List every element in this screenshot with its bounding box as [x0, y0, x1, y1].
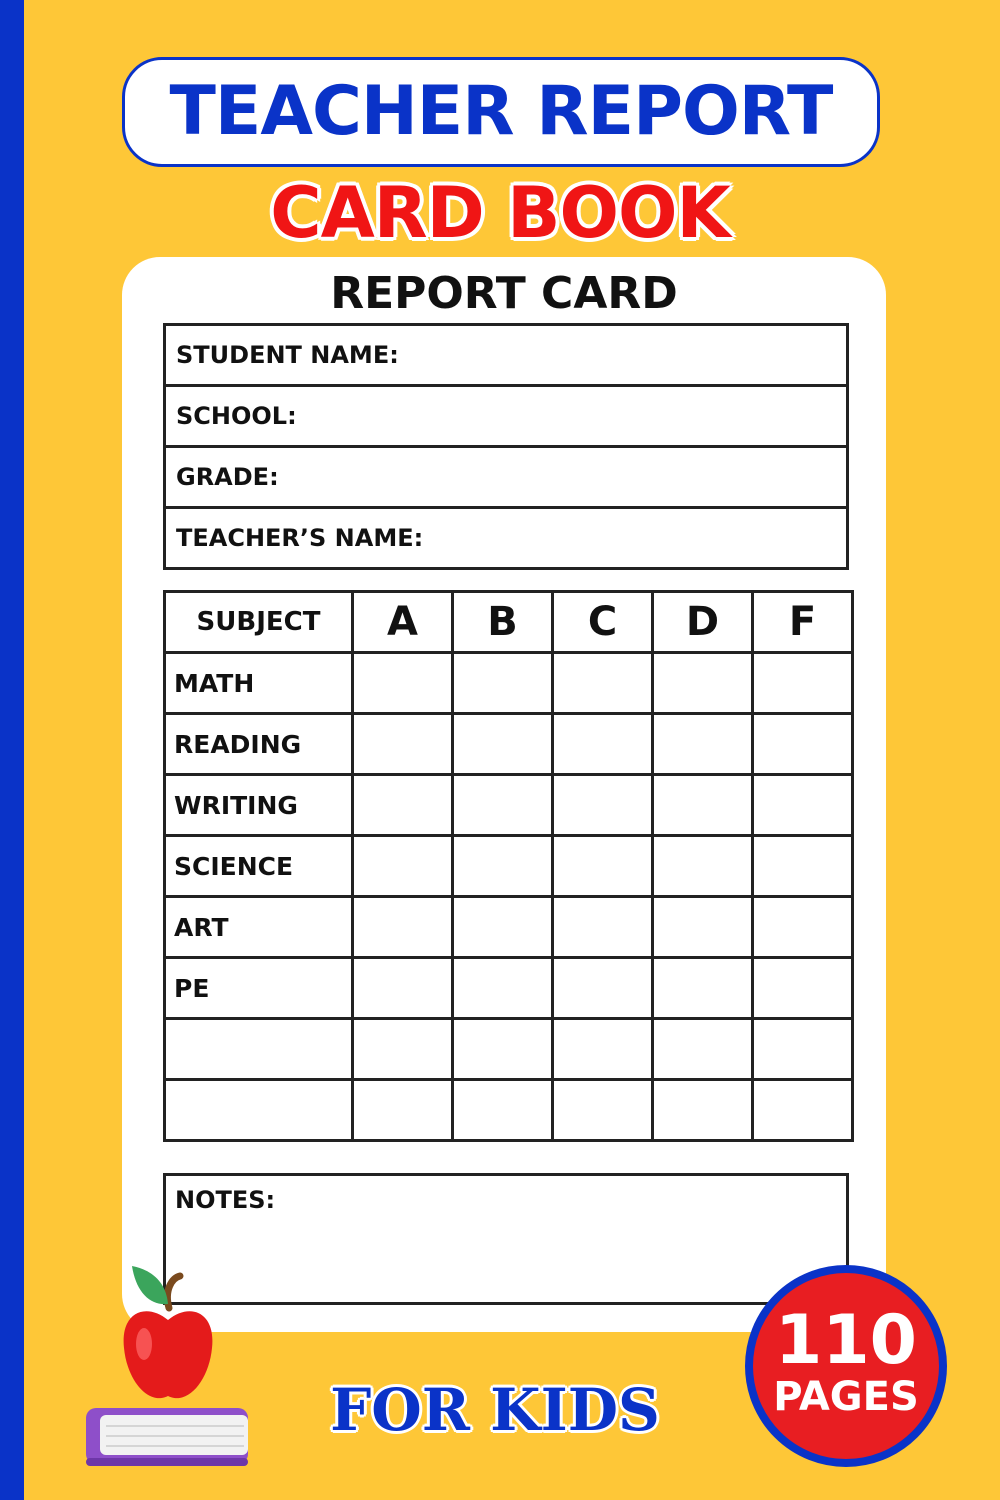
tagline: FOR KIDS — [330, 1376, 660, 1444]
subject-name-cell: MATH — [165, 653, 353, 714]
info-row — [165, 447, 848, 508]
grade-cell-b[interactable] — [453, 836, 553, 897]
grade-cell-d[interactable] — [653, 1080, 753, 1141]
subject-name-cell: ART — [165, 897, 353, 958]
grade-cell-b[interactable] — [453, 714, 553, 775]
grade-cell-c[interactable] — [553, 1019, 653, 1080]
grade-header-b: B — [453, 592, 553, 653]
book-icon — [86, 1408, 248, 1466]
school-field[interactable]: SCHOOL: — [165, 386, 848, 447]
grade-cell-d[interactable] — [653, 897, 753, 958]
grade-cell-c[interactable] — [553, 1080, 653, 1141]
grade-header-c: C — [553, 592, 653, 653]
grade-cell-d[interactable] — [653, 714, 753, 775]
grade-cell-a[interactable] — [353, 958, 453, 1019]
grade-header-a: A — [353, 592, 453, 653]
subject-name-cell: SCIENCE — [165, 836, 353, 897]
cover-title-line2: CARD BOOK — [270, 172, 730, 254]
grade-cell-c[interactable] — [553, 775, 653, 836]
subject-row — [165, 836, 853, 897]
student-name-field[interactable]: STUDENT NAME: — [165, 325, 848, 386]
grade-cell-b[interactable] — [453, 653, 553, 714]
report-card-title: REPORT CARD — [330, 268, 678, 319]
grade-cell-a[interactable] — [353, 836, 453, 897]
grade-field[interactable]: GRADE: — [165, 447, 848, 508]
grade-cell-f[interactable] — [753, 1080, 853, 1141]
grade-cell-c[interactable] — [553, 714, 653, 775]
grade-cell-a[interactable] — [353, 653, 453, 714]
grade-cell-d[interactable] — [653, 836, 753, 897]
apple-icon — [124, 1266, 213, 1398]
subject-row — [165, 1080, 853, 1141]
grade-header-f: F — [753, 592, 853, 653]
grade-cell-b[interactable] — [453, 1019, 553, 1080]
info-row — [165, 325, 848, 386]
grade-cell-d[interactable] — [653, 653, 753, 714]
grade-cell-c[interactable] — [553, 958, 653, 1019]
subject-name-cell — [165, 1080, 353, 1141]
grade-cell-c[interactable] — [553, 897, 653, 958]
page-count-number: 110 — [775, 1301, 917, 1380]
grade-cell-a[interactable] — [353, 897, 453, 958]
grade-cell-a[interactable] — [353, 714, 453, 775]
grade-cell-f[interactable] — [753, 897, 853, 958]
info-row — [165, 386, 848, 447]
grade-cell-c[interactable] — [553, 836, 653, 897]
grade-cell-d[interactable] — [653, 958, 753, 1019]
page-count-badge — [745, 1265, 947, 1467]
grades-table — [163, 590, 854, 1142]
grade-cell-f[interactable] — [753, 653, 853, 714]
title-banner — [122, 57, 880, 167]
subject-row — [165, 653, 853, 714]
subject-row — [165, 897, 853, 958]
grade-cell-f[interactable] — [753, 836, 853, 897]
info-row — [165, 508, 848, 569]
subject-name-cell — [165, 1019, 353, 1080]
cover-title-line1: TEACHER REPORT — [169, 72, 833, 151]
grade-cell-a[interactable] — [353, 1019, 453, 1080]
grade-header-d: D — [653, 592, 753, 653]
grade-cell-d[interactable] — [653, 775, 753, 836]
subject-name-cell: PE — [165, 958, 353, 1019]
grade-cell-f[interactable] — [753, 775, 853, 836]
subject-name-cell: READING — [165, 714, 353, 775]
grade-cell-c[interactable] — [553, 653, 653, 714]
page-count-unit: PAGES — [773, 1374, 919, 1420]
grade-cell-b[interactable] — [453, 897, 553, 958]
student-info-table — [163, 323, 849, 570]
subject-row — [165, 1019, 853, 1080]
grade-cell-a[interactable] — [353, 775, 453, 836]
subject-row — [165, 714, 853, 775]
grade-cell-a[interactable] — [353, 1080, 453, 1141]
grades-header-row — [165, 592, 853, 653]
grade-cell-f[interactable] — [753, 1019, 853, 1080]
grade-cell-d[interactable] — [653, 1019, 753, 1080]
grade-cell-b[interactable] — [453, 958, 553, 1019]
subject-row — [165, 775, 853, 836]
apple-on-book-illustration — [84, 1262, 254, 1472]
subject-row — [165, 958, 853, 1019]
grade-cell-b[interactable] — [453, 1080, 553, 1141]
grade-cell-b[interactable] — [453, 775, 553, 836]
teacher-name-field[interactable]: TEACHER’S NAME: — [165, 508, 848, 569]
notes-label: NOTES: — [175, 1186, 276, 1214]
notes-box[interactable] — [163, 1173, 849, 1305]
grade-cell-f[interactable] — [753, 958, 853, 1019]
grade-cell-f[interactable] — [753, 714, 853, 775]
subject-name-cell: WRITING — [165, 775, 353, 836]
subject-column-header: SUBJECT — [165, 592, 353, 653]
